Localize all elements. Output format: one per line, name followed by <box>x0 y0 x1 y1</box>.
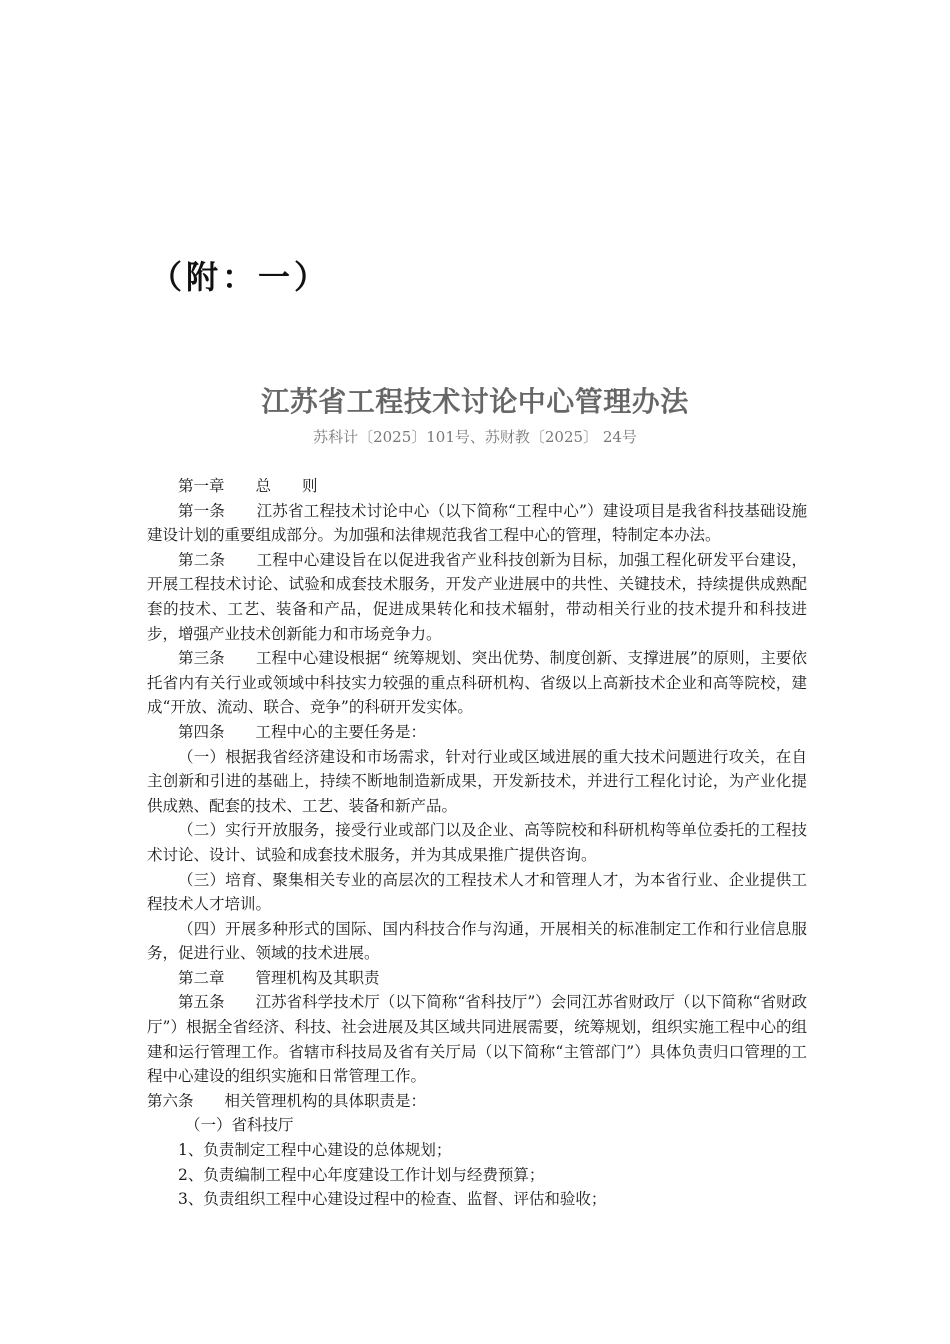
article-paragraph: 第一条 江苏省工程技术讨论中心（以下简称“工程中心”）建设项目是我省科技基础设施建设计划的重要组成部分。为加强和法律规范我省工程中心的管理，特制定本办法。 <box>147 501 807 545</box>
document-body <box>147 474 807 1212</box>
list-item: （四）开展多种形式的国际、国内科技合作与沟通，开展相关的标准制定工作和行业信息服务，促进行业、领域的技术进展。 <box>147 919 807 963</box>
list-item: （二）实行开放服务，接受行业或部门以及企业、高等院校和科研机构等单位委托的工程技术讨论、设计、试验和成套技术服务，并为其成果推广提供咨询。 <box>147 821 807 864</box>
attachment-label: （附：一） <box>150 258 331 296</box>
document-title: 江苏省工程技术讨论中心管理办法 <box>261 385 689 418</box>
list-item: 1、负责制定工程中心建设的总体规划； <box>178 1141 452 1160</box>
list-item: （一）省科技厅 <box>185 1116 294 1135</box>
article-paragraph: 第四条 工程中心的主要任务是： <box>178 722 427 741</box>
chapter-heading: 第一章 总 则 <box>178 477 318 495</box>
list-item: 2、负责编制工程中心年度建设工作计划与经费预算； <box>178 1165 545 1184</box>
article-paragraph: 第六条 相关管理机构的具体职责是： <box>147 1091 427 1110</box>
list-item: （三）培育、聚集相关专业的高层次的工程技术人才和管理人才，为本省行业、企业提供工程技术人才培训。 <box>147 870 807 914</box>
chapter-heading: 第二章 管理机构及其职责 <box>178 968 380 987</box>
list-item: （一）根据我省经济建设和市场需求，针对行业或区域进展的重大技术问题进行攻关，在自主创新和引进的基础上，持续不断地制造新成果，开发新技术，并进行工程化讨论，为产业化提供成熟、配套的技术、工艺、装备和新产品。 <box>147 747 807 815</box>
article-paragraph: 第五条 江苏省科学技术厅（以下简称“省科技厅”）会同江苏省财政厅（以下简称“省财政厅”）根据全省经济、科技、社会进展及其区域共同进展需要，统筹规划，组织实施工程中心的组建和运行管理工作。省辖市科技局及省有关厅局（以下简称“主管部门”）具体负责归口管理的工程中心建设的组织实施和日常管理工作。 <box>147 993 807 1086</box>
document-number: 苏科计〔2025〕101号、苏财教〔2025〕 24号 <box>313 428 637 446</box>
article-paragraph: 第二条 工程中心建设旨在以促进我省产业科技创新为目标，加强工程化研发平台建设，开展工程技术讨论、试验和成套技术服务，开发产业进展中的共性、关键技术，持续提供成熟配套的技术、工艺、装备和产品，促进成果转化和技术辐射，带动相关行业的技术提升和科技进步，增强产业技术创新能力和市场竞争力。 <box>147 550 807 643</box>
article-paragraph: 第三条 工程中心建设根据“ 统筹规划、突出优势、制度创新、支撑进展”的原则，主要依托省内有关行业或领域中科技实力较强的重点科研机构、省级以上高新技术企业和高等院校，建成“开放、流动、联合、竞争”的科研开发实体。 <box>147 649 807 717</box>
list-item: 3、负责组织工程中心建设过程中的检查、监督、评估和验收； <box>178 1190 607 1209</box>
